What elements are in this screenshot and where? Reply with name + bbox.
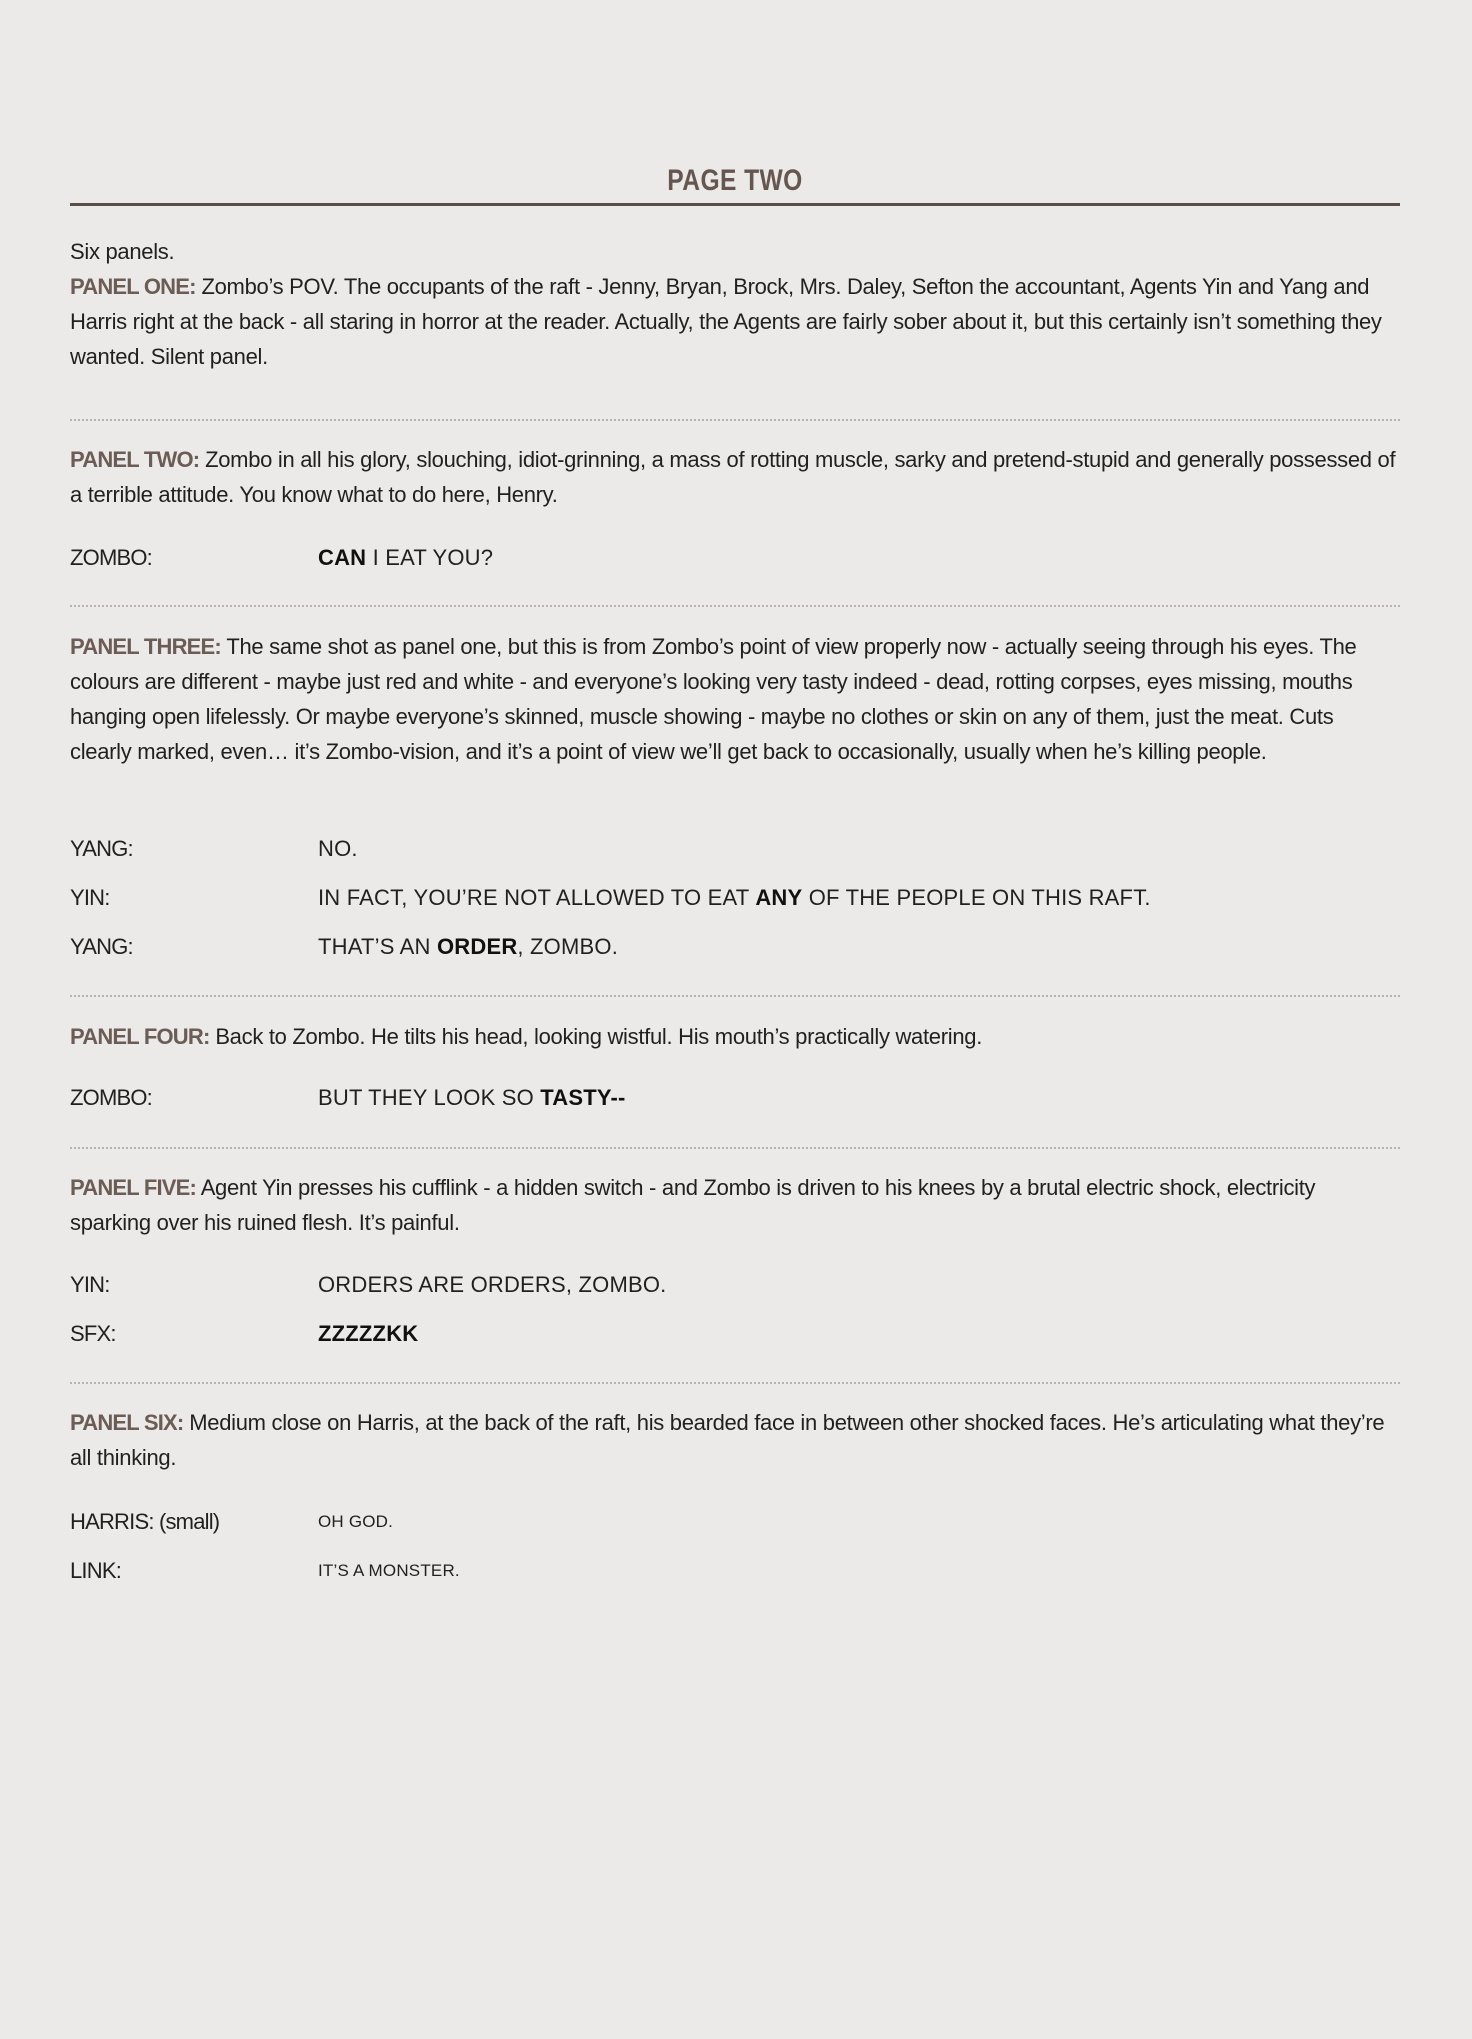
- speaker: ZOMBO:: [70, 1085, 152, 1110]
- speaker: YANG:: [70, 934, 133, 959]
- panel-text: Back to Zombo. He tilts his head, looking wistful. His mouth’s practically watering.: [215, 1024, 983, 1049]
- panel-four-description: [70, 1019, 1400, 1054]
- panel-label: PANEL ONE:: [70, 274, 196, 299]
- speaker: ZOMBO:: [70, 545, 152, 570]
- panel-divider: [70, 419, 1400, 421]
- panel-text: Zombo’s POV. The occupants of the raft - Jenny, Bryan, Brock, Mrs. Daley, Sefton the accountant, Agents Yin and Yang and Harris right at the back - all staring in horror at the reader. Actually, the Agents are fairly sober about it, but this certainly isn’t something they wanted. Silent panel.: [70, 274, 1382, 369]
- speech: [318, 1083, 626, 1113]
- panel-divider: [70, 995, 1400, 997]
- panel-divider: [70, 1147, 1400, 1149]
- speech-emphasis: ANY: [755, 885, 803, 910]
- speech-text: IN FACT, YOU’RE NOT ALLOWED TO EAT: [318, 885, 756, 910]
- panel-five-description: [70, 1170, 1400, 1240]
- speech: [318, 932, 618, 962]
- speech-text: BUT THEY LOOK SO: [318, 1085, 541, 1110]
- speech: [318, 1270, 667, 1300]
- speech-text: ORDERS ARE ORDERS, ZOMBO.: [318, 1272, 667, 1297]
- panel-label: PANEL SIX:: [70, 1410, 184, 1435]
- panel-one-description: [70, 269, 1400, 374]
- speech-text: I EAT YOU?: [366, 545, 494, 570]
- speech: [318, 1556, 460, 1586]
- panel-divider: [70, 1382, 1400, 1384]
- speech: [318, 834, 358, 864]
- panel-text: The same shot as panel one, but this is from Zombo’s point of view properly now - actually seeing through his eyes. The colours are different - maybe just red and white - and everyone’s looking very tasty indeed - dead, rotting corpses, eyes missing, mouths hanging open lifelessly. Or maybe everyone’s skinned, muscle showing - maybe no clothes or skin on any of them, just the meat. Cuts clearly marked, even… it’s Zombo-vision, and it’s a point of view we’ll get back to occasionally, usually when he’s killing people.: [70, 634, 1357, 764]
- panel-two-description: [70, 442, 1400, 512]
- panel-three-description: [70, 629, 1400, 769]
- page-title: PAGE TWO: [667, 164, 803, 197]
- speech-text: THAT’S AN: [318, 934, 437, 959]
- speech-text: OF THE PEOPLE ON THIS RAFT.: [802, 885, 1151, 910]
- panel-label: PANEL THREE:: [70, 634, 221, 659]
- speech-emphasis: TASTY--: [540, 1085, 626, 1110]
- sound-effect: ZZZZZKK: [318, 1321, 419, 1346]
- speaker: YANG:: [70, 836, 133, 861]
- speaker: LINK:: [70, 1558, 122, 1583]
- panel-text: Zombo in all his glory, slouching, idiot-grinning, a mass of rotting muscle, sarky and pretend-stupid and generally possessed of a terrible attitude. You know what to do here, Henry.: [70, 447, 1396, 507]
- speech-text: OH GOD.: [318, 1512, 394, 1531]
- panel-label: PANEL TWO:: [70, 447, 200, 472]
- speaker: HARRIS: (small): [70, 1509, 220, 1534]
- intro-text: Six panels.: [70, 239, 175, 264]
- speech-emphasis: CAN: [318, 545, 367, 570]
- panel-label: PANEL FIVE:: [70, 1175, 197, 1200]
- panel-label: PANEL FOUR:: [70, 1024, 210, 1049]
- panel-text: Medium close on Harris, at the back of the raft, his bearded face in between other shocked faces. He’s articulating what they’re all thinking.: [70, 1410, 1385, 1470]
- speech: [318, 883, 1151, 913]
- panel-text: Agent Yin presses his cufflink - a hidden switch - and Zombo is driven to his knees by a brutal electric shock, electricity sparking over his ruined flesh. It’s painful.: [70, 1175, 1316, 1235]
- speaker: YIN:: [70, 885, 110, 910]
- speaker: YIN:: [70, 1272, 110, 1297]
- speech: [318, 1319, 418, 1349]
- speech-text: NO.: [318, 836, 358, 861]
- speech-text: IT’S A MONSTER.: [318, 1561, 460, 1580]
- panel-divider: [70, 605, 1400, 607]
- speech-text: , ZOMBO.: [517, 934, 619, 959]
- panel-six-description: [70, 1405, 1400, 1475]
- title-rule: [70, 203, 1400, 206]
- speech: [318, 1507, 393, 1537]
- speech: [318, 543, 493, 573]
- speaker: SFX:: [70, 1321, 116, 1346]
- speech-emphasis: ORDER: [436, 934, 518, 959]
